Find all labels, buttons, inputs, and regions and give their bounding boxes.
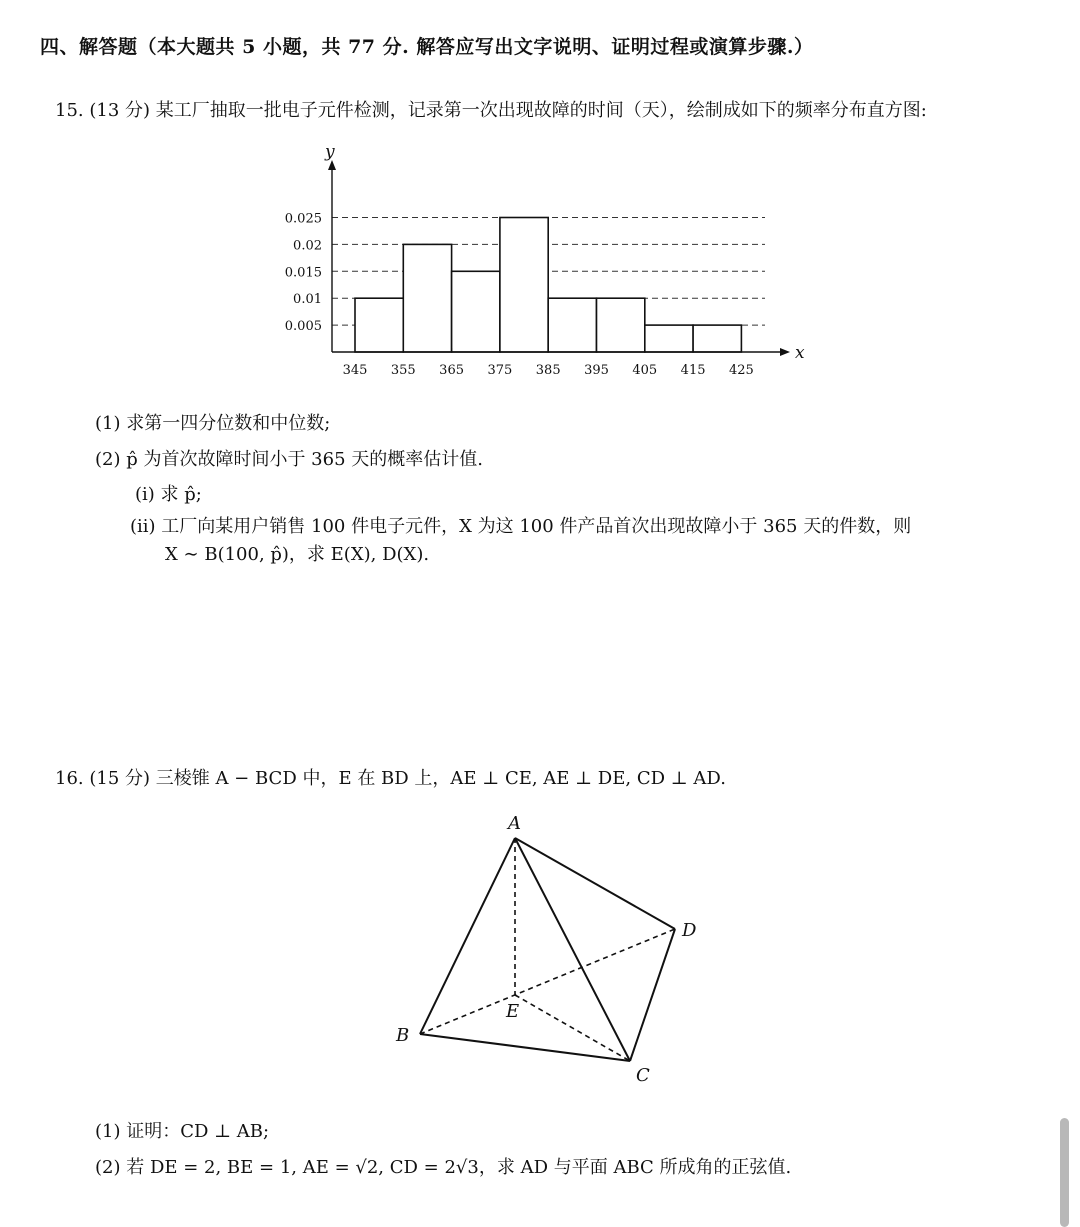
y-tick-label: 0.02 (293, 238, 322, 254)
label-C: C (636, 1065, 650, 1086)
y-tick-label: 0.01 (293, 292, 322, 308)
x-tick-label: 375 (487, 363, 513, 378)
y-axis-label: y (325, 142, 335, 162)
x-tick-label: 425 (728, 363, 754, 378)
edge-CD (630, 929, 675, 1061)
q15-part2-i: (i) 求 p̂; (135, 484, 202, 505)
histogram-bar (452, 271, 500, 352)
label-A: A (508, 813, 521, 834)
q16-part1: (1) 证明：CD ⊥ AB; (95, 1121, 270, 1142)
y-tick-label: 0.005 (284, 319, 322, 335)
edge-BC (420, 1034, 630, 1061)
histogram-bar (693, 325, 741, 352)
x-tick-label: 385 (535, 363, 561, 378)
x-tick-label: 405 (632, 363, 658, 378)
x-tick-label: 355 (390, 363, 416, 378)
hidden-edges (420, 838, 675, 1061)
frequency-histogram (270, 135, 830, 385)
y-tick-label: 0.015 (284, 265, 322, 281)
histogram-bar (355, 298, 403, 352)
label-E: E (506, 1001, 520, 1022)
label-B: B (396, 1025, 410, 1046)
q15-stem: 15. (13 分) 某工厂抽取一批电子元件检测，记录第一次出现故障的时间（天），绘制成如下的频率分布直方图: (55, 100, 927, 121)
q15-part2-ii: (ii) 工厂向某用户销售 100 件电子元件，X 为这 100 件产品首次出现故障小于 365 天的件数，则 (130, 516, 912, 537)
histogram-bar (548, 298, 596, 352)
edge-AB (420, 838, 515, 1034)
y-tick-label: 0.025 (284, 211, 322, 227)
histogram-bars (355, 218, 741, 353)
solid-edges (420, 838, 675, 1061)
q16-stem: 16. (15 分) 三棱锥 A − BCD 中，E 在 BD 上，AE ⊥ CE, AE ⊥ DE, CD ⊥ AD. (55, 768, 726, 789)
histogram-bar (597, 298, 645, 352)
histogram-bar (645, 325, 693, 352)
y-tick-labels (285, 212, 322, 335)
label-D: D (682, 920, 697, 941)
section-title: 四、解答题（本大题共 5 小题，共 77 分. 解答应写出文字说明、证明过程或演算步骤.） (40, 36, 814, 58)
histogram-bar (500, 218, 548, 353)
scrollbar-thumb[interactable] (1060, 1118, 1069, 1227)
q16-part2: (2) 若 DE = 2, BE = 1, AE = √2, CD = 2√3，求 AD 与平面 ABC 所成角的正弦值. (95, 1157, 792, 1178)
x-axis-arrow (780, 348, 790, 356)
x-tick-label: 395 (584, 363, 609, 378)
edge-BD (420, 929, 675, 1034)
tetrahedron-figure (380, 805, 720, 1090)
histogram-bar (403, 244, 451, 352)
q15-part2: (2) p̂ 为首次故障时间小于 365 天的概率估计值. (95, 449, 483, 470)
q15-part1: (1) 求第一四分位数和中位数; (95, 413, 331, 434)
x-tick-label: 415 (680, 363, 706, 378)
q15-part2-ii-cont: X ∼ B(100, p̂)，求 E(X), D(X). (165, 544, 430, 565)
x-tick-label: 345 (342, 363, 368, 378)
x-tick-label: 365 (439, 363, 465, 378)
x-axis-label: x (795, 343, 805, 363)
